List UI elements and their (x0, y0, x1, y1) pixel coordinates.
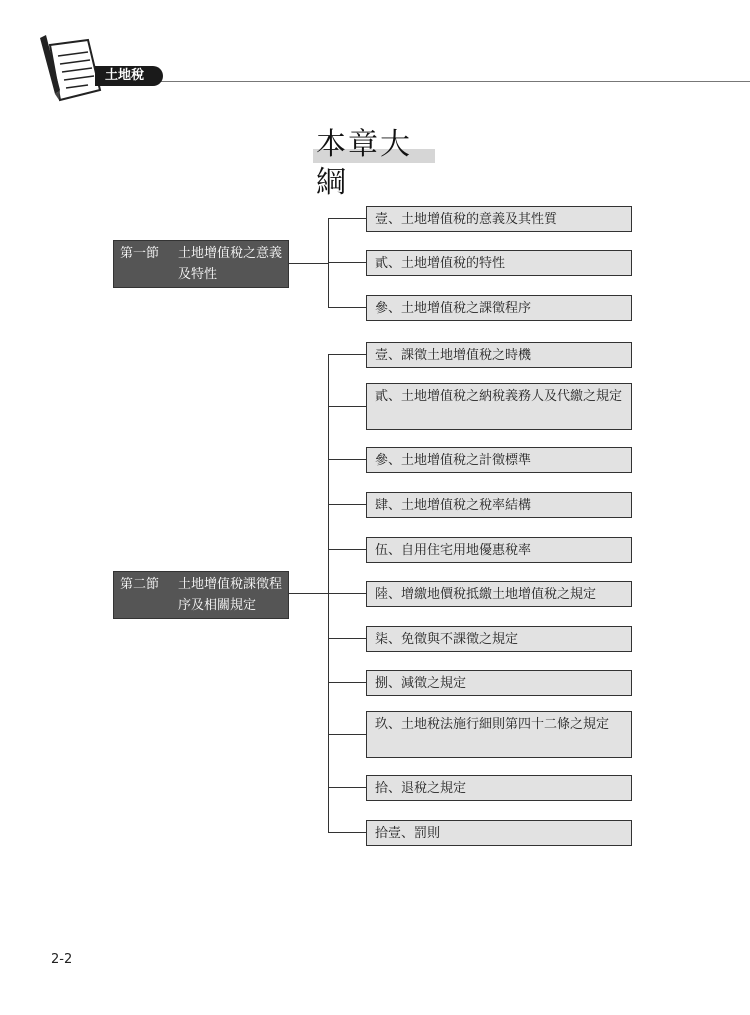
connector-line (328, 218, 329, 308)
page-number: 2-2 (51, 952, 73, 967)
outline-item (366, 581, 632, 607)
outline-item (366, 206, 632, 232)
outline-item-text: 捌、減徵之規定 (375, 676, 467, 691)
connector-line (328, 459, 366, 460)
outline-item-text: 貳、土地增值稅的特性 (375, 256, 506, 271)
outline-item (366, 670, 632, 696)
outline-item-text: 肆、土地增值稅之稅率結構 (375, 498, 532, 513)
outline-item-text: 拾、退稅之規定 (375, 781, 467, 796)
outline-item (366, 250, 632, 276)
outline-item-text: 伍、自用住宅用地優惠稅率 (375, 543, 532, 558)
connector-line (328, 262, 366, 263)
connector-line (328, 549, 366, 550)
outline-item-text: 拾壹、罰則 (375, 826, 441, 841)
connector-line (328, 307, 366, 308)
outline-item-text: 參、土地增值稅之課徵程序 (375, 301, 532, 316)
outline-item (366, 626, 632, 652)
outline-item-text: 柒、免徵與不課徵之規定 (375, 632, 519, 647)
outline-item (366, 711, 632, 758)
outline-item-text: 陸、增繳地價稅抵繳土地增值稅之規定 (375, 587, 597, 602)
section-1-box (113, 240, 289, 288)
section-title: 土地增值稅之意義及特性 (178, 246, 283, 282)
connector-line (328, 734, 366, 735)
header-rule (150, 81, 750, 82)
section-title: 土地增值稅課徵程序及相關規定 (178, 577, 283, 613)
connector-line (289, 263, 329, 264)
outline-item-text: 貳、土地增值稅之納稅義務人及代繳之規定 (375, 389, 623, 404)
page-title: 本章大綱 (316, 127, 412, 200)
connector-line (328, 218, 366, 219)
outline-item (366, 342, 632, 368)
chapter-tab: 土地稅 (95, 66, 163, 86)
outline-item (366, 295, 632, 321)
outline-item (366, 447, 632, 473)
outline-item-text: 玖、土地稅法施行細則第四十二條之規定 (375, 717, 610, 732)
outline-item (366, 820, 632, 846)
outline-item-text: 壹、課徵土地增值稅之時機 (375, 348, 532, 363)
section-number: 第一節 (120, 246, 160, 261)
outline-item (366, 383, 632, 430)
connector-line (328, 787, 366, 788)
connector-line (289, 593, 329, 594)
connector-line (328, 638, 366, 639)
connector-line (328, 593, 366, 594)
outline-item (366, 492, 632, 518)
connector-line (328, 406, 366, 407)
outline-item-text: 參、土地增值稅之計徵標準 (375, 453, 532, 468)
connector-line (328, 682, 366, 683)
outline-item-text: 壹、土地增值稅的意義及其性質 (375, 212, 558, 227)
connector-line (328, 354, 366, 355)
outline-item (366, 775, 632, 801)
connector-line (328, 504, 366, 505)
connector-line (328, 832, 366, 833)
section-number: 第二節 (120, 577, 160, 592)
outline-item (366, 537, 632, 563)
section-2-box (113, 571, 289, 619)
